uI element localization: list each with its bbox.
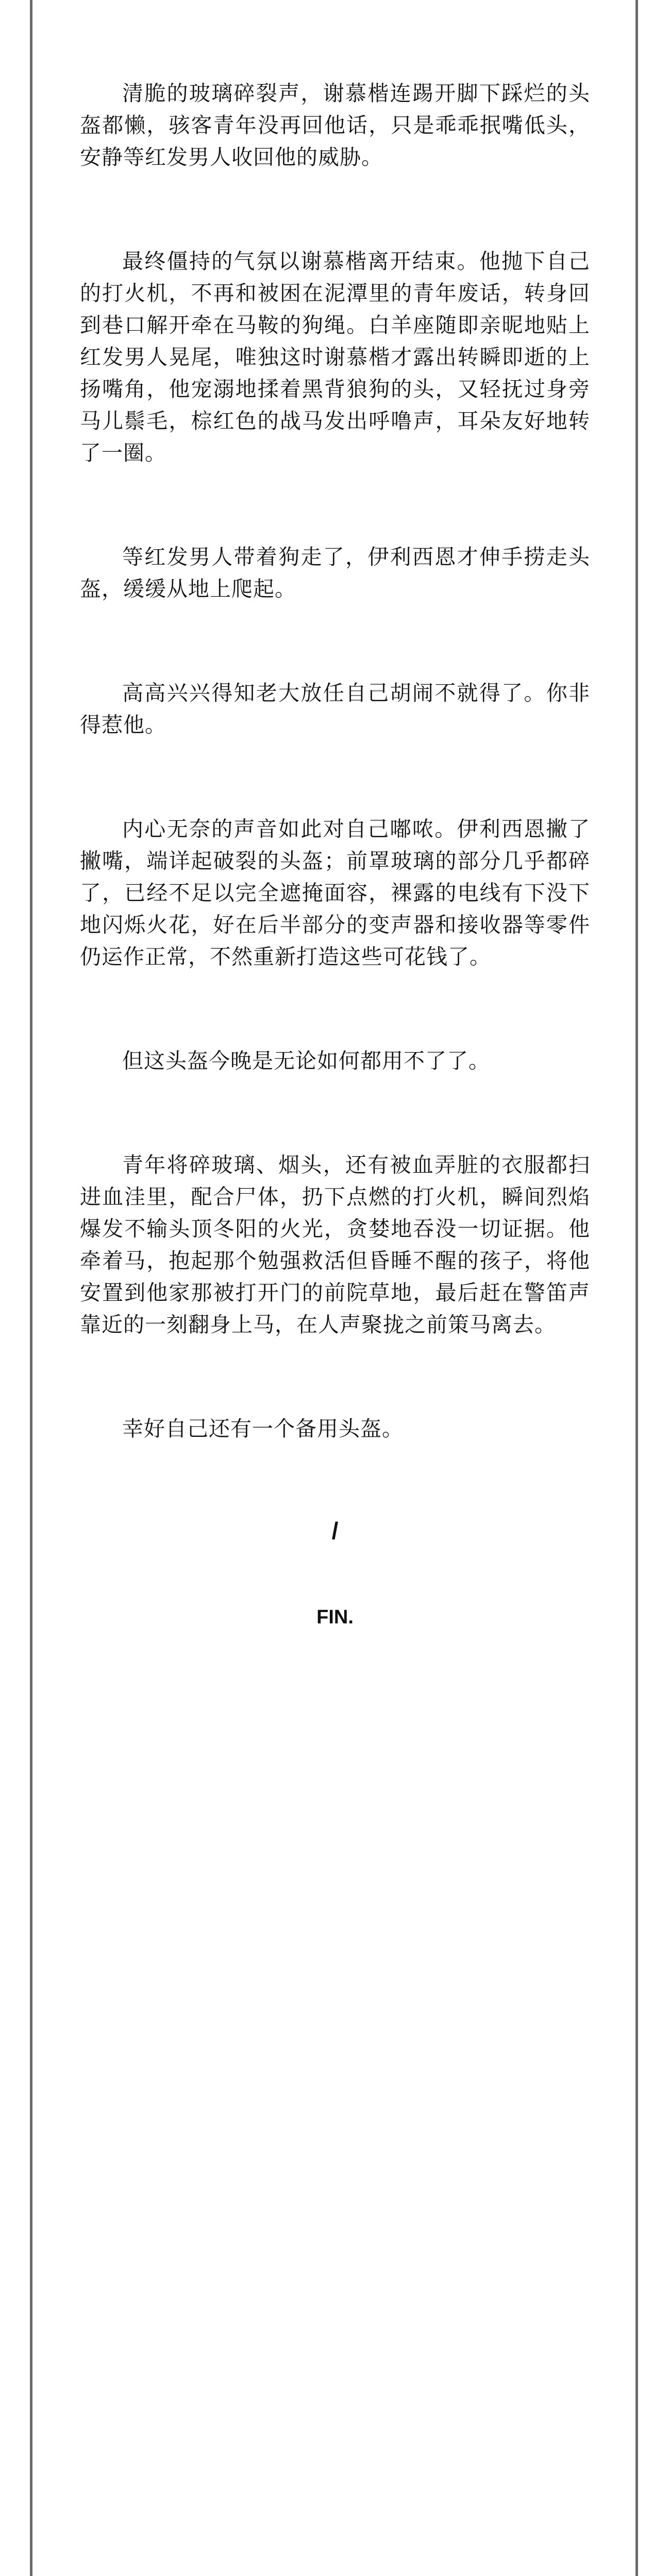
paragraph: 最终僵持的气氛以谢慕楷离开结束。他抛下自己的打火机，不再和被困在泥潭里的青年废话，转身回到巷口解开牵在马鞍的狗绳。白羊座随即亲昵地贴上红发男人晃尾，唯独这时谢慕楷才露出转瞬即逝的上扬嘴角，他宠溺地揉着黑背狼狗的头，又轻抚过身旁马儿鬃毛，棕红色的战马发出呼噜声，耳朵友好地转了一圈。 [80,249,590,465]
section-separator: / [331,1517,339,1544]
paragraph: 内心无奈的声音如此对自己嘟哝。伊利西恩撇了撇嘴，端详起破裂的头盔；前罩玻璃的部分几乎都碎了，已经不足以完全遮掩面容，裸露的电线有下没下地闪烁火花，好在后半部分的变声器和接收器等零件仍运作正常，不然重新打造这些可花钱了。 [80,817,590,969]
paragraph: 但这头盔今晚是无论如何都用不了了。 [122,1048,490,1073]
document-body [80,77,590,1629]
paragraph: 等红发男人带着狗走了，伊利西恩才伸手捞走头盔，缓缓从地上爬起。 [80,545,590,601]
paragraph: 青年将碎玻璃、烟头，还有被血弄脏的衣服都扫进血洼里，配合尸体，扔下点燃的打火机，瞬间烈焰爆发不输头顶冬阳的火光，贪婪地吞没一切证据。他牵着马，抱起那个勉强救活但昏睡不醒的孩子，将他安置到他家那被打开门的前院草地，最后赶在警笛声靠近的一刻翻身上马，在人声聚拢之前策马离去。 [80,1153,590,1337]
paragraph: 高高兴兴得知老大放任自己胡闹不就得了。你非得惹他。 [80,681,590,737]
ending-marker: FIN. [316,1606,354,1628]
paragraph: 幸好自己还有一个备用头盔。 [122,1416,404,1441]
paragraph: 清脆的玻璃碎裂声，谢慕楷连踢开脚下踩烂的头盔都懒，骇客青年没再回他话，只是乖乖抿嘴低头，安静等红发男人收回他的威胁。 [80,81,590,170]
